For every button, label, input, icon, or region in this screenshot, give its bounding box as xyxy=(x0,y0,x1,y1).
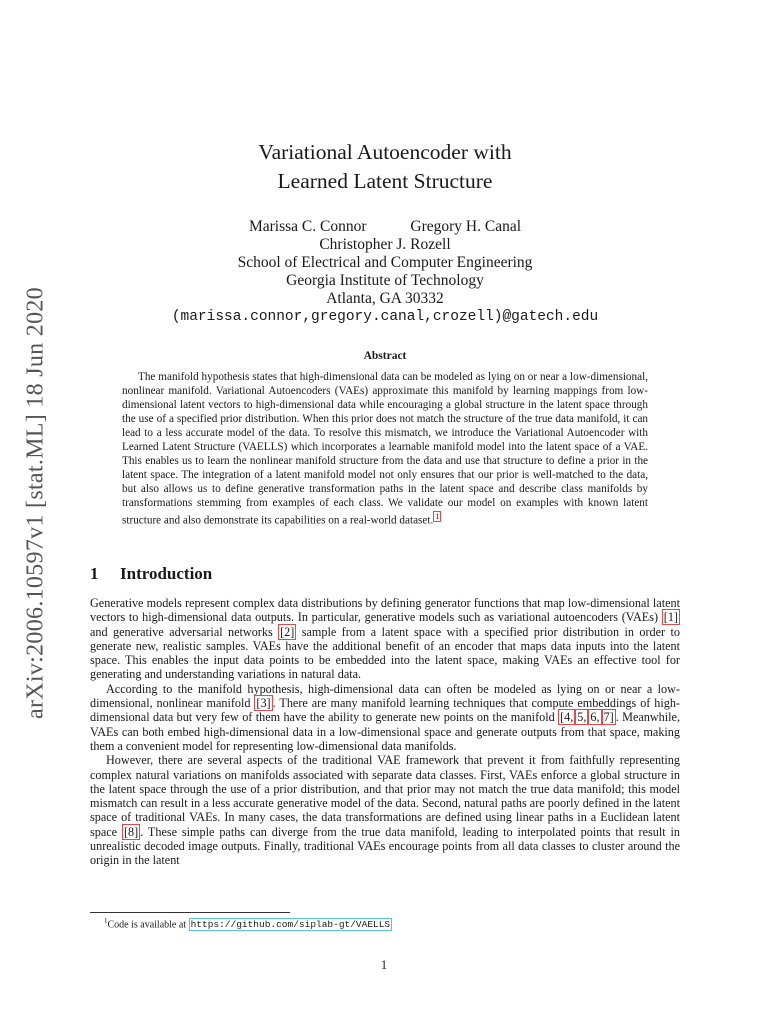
arxiv-side-stamp xyxy=(14,268,58,738)
paragraph-text: However, there are several aspects of the traditional VAE framework that prevent it from faithfully representing complex natural variations on manifolds associated with separate data classes. First, VAEs enforce a global structure in the latent space through the use of a prior distribution, and that prior may not match the true data manifold; this model mismatch can result in a less accurate generative model of the data. Second, natural paths are poorly defined in the latent space of traditional VAEs. In many cases, the data transformations are defined using linear paths in a Euclidean latent space xyxy=(90,753,680,839)
title-line-1: Variational Autoencoder with xyxy=(258,140,512,164)
paragraph-text: . These simple paths can diverge from the true data manifold, leading to interpolated points that result in unrealistic decoded image outputs. Finally, traditional VAEs encourage points from all data classes to cluster around the origin in the latent xyxy=(90,824,680,868)
citation-link[interactable]: 7] xyxy=(603,710,614,725)
title-block xyxy=(90,138,680,326)
footnote-link[interactable]: 1 xyxy=(435,512,440,521)
abstract-text xyxy=(122,370,648,528)
paragraph-text: . There are many manifold learning techniques that compute embeddings of high-dimensional data but very few of them have the ability to generate new points on the manifold xyxy=(90,696,680,725)
citation-link[interactable]: [4, xyxy=(560,710,574,725)
section-heading xyxy=(90,564,680,584)
abstract-heading: Abstract xyxy=(363,350,407,362)
author-email: (marissa.connor,gregory.canal,crozell)@gatech.edu xyxy=(171,309,599,325)
affiliation: Georgia Institute of Technology xyxy=(286,272,484,289)
paragraph-text: sample from a latent space with a specified prior distribution in order to generate new, realistic samples. VAEs have the additional benefit of an encoder that maps data inputs into the latent space. This enables the input data points to be embedded into the latent space, making VAEs an effective tool for generating and understanding variations in natural data. xyxy=(90,624,680,682)
abstract xyxy=(122,350,648,528)
citation-link[interactable]: [2] xyxy=(280,624,295,639)
paragraph-text: . Meanwhile, VAEs can both embed high-dimensional data in a low-dimensional space and generate outputs from that space, making them a convenient model for representing low-dimensional data manifolds. xyxy=(90,710,681,753)
abstract-body-text: The manifold hypothesis states that high-dimensional data can be modeled as lying on or near a low-dimensional, nonlinear manifold. Variational Autoencoders (VAEs) approximate this manifold by learning mappings from low-dimensional latent vectors to high-dimensional data while encouraging a global structure in the latent space through the use of a specified prior distribution. When this prior does not match the structure of the true data manifold, it can lead to a less accurate model of the data. To resolve this mismatch, we introduce the Variational Autoencoder with Learned Latent Structure (VAELLS) which incorporates a learnable manifold model into the latent space of a VAE. This enables us to learn the nonlinear manifold structure from the data and use that structure to define a prior in the latent space. The integration of a latent manifold model not only ensures that our prior is well-matched to the data, but also allows us to define generative transformation paths in the latent space and describe class manifolds by transformations stemming from examples of each class. We validate our model on examples with known latent structure and also demonstrate its capabilities on a real-world dataset. xyxy=(122,371,648,527)
page-number: 1 xyxy=(380,958,388,972)
paragraph xyxy=(90,596,680,682)
paragraph xyxy=(90,753,680,867)
paragraph-text: Generative models represent complex data distributions by defining generator functions that map low-dimensional latent vectors to high-dimensional data outputs. In particular, generative models such as variational autoencoders (VAEs) xyxy=(90,596,680,625)
location: Atlanta, GA 30332 xyxy=(326,290,444,307)
citation-link[interactable]: 6, xyxy=(590,710,600,725)
title-line-2: Learned Latent Structure xyxy=(277,169,493,193)
paragraph-text: According to the manifold hypothesis, high-dimensional data can often be modeled as lying on or near a low-dimensional, nonlinear manifold xyxy=(90,681,680,711)
citation-link[interactable]: [1] xyxy=(663,610,678,625)
footnote-divider xyxy=(90,912,290,913)
footnote xyxy=(90,912,680,930)
section-number: 1 xyxy=(90,564,99,583)
paragraph xyxy=(90,682,680,753)
author-name: Christopher J. Rozell xyxy=(319,236,451,253)
paper-title xyxy=(90,138,680,196)
author-row xyxy=(90,218,680,236)
introduction-section xyxy=(90,564,680,868)
footnote-mark: 1 xyxy=(104,917,108,925)
citation-link[interactable]: [8] xyxy=(123,824,139,839)
author-name: Gregory H. Canal xyxy=(410,218,522,235)
author-block xyxy=(90,218,680,326)
footnote-text: Code is available at xyxy=(107,919,189,931)
affiliation: School of Electrical and Computer Engineering xyxy=(237,254,533,271)
section-title: Introduction xyxy=(120,564,213,583)
author-name: Marissa C. Connor xyxy=(248,218,367,235)
citation-link[interactable]: [3] xyxy=(256,696,271,711)
citation-link[interactable]: 5, xyxy=(577,710,587,725)
arxiv-identifier: arXiv:2006.10597v1 [stat.ML] 18 Jun 2020 xyxy=(22,287,49,719)
paragraph-text: and generative adversarial networks xyxy=(90,624,279,639)
code-url-link[interactable]: https://github.com/siplab-gt/VAELLS xyxy=(190,919,391,931)
